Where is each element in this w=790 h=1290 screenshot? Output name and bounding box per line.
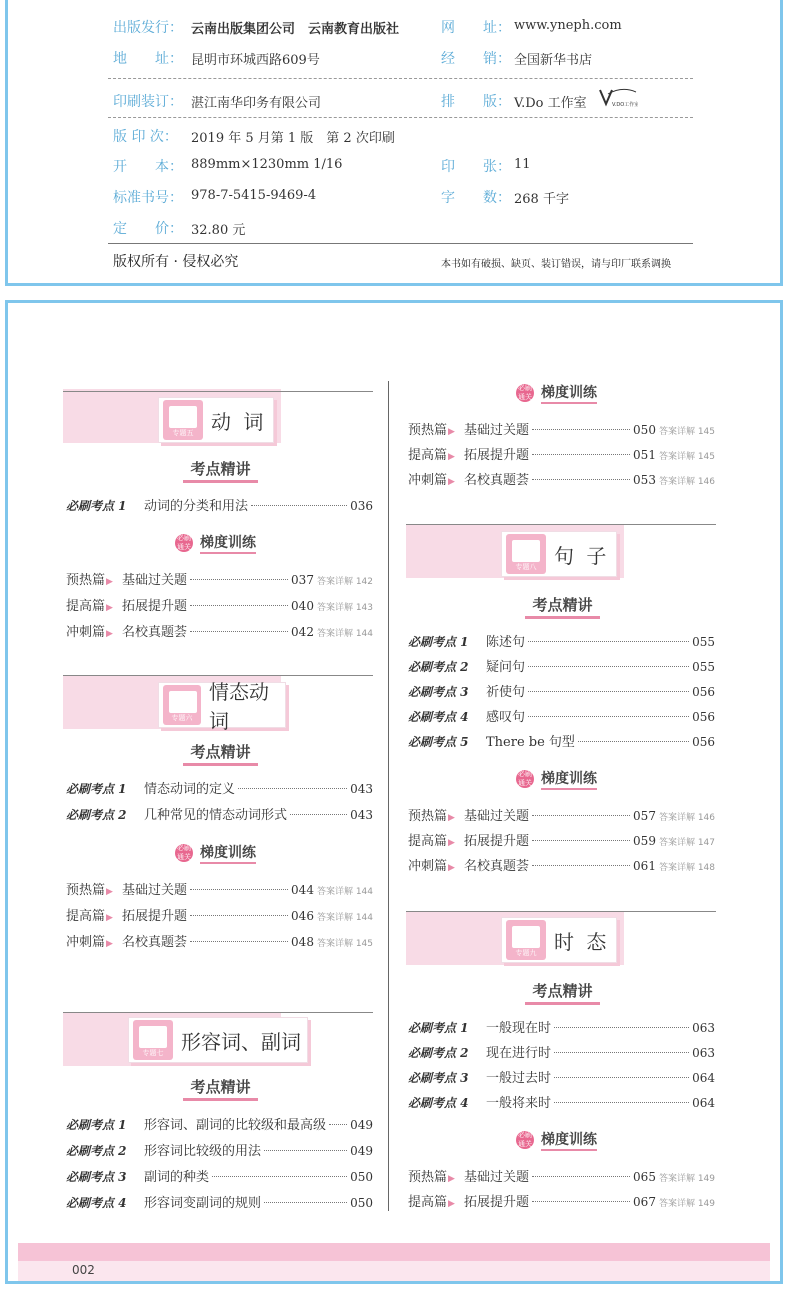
training-heading: 必刷通关 梯度训练 [516, 768, 597, 790]
triangle-icon: ▶ [106, 603, 113, 613]
key-point-entry[interactable]: 必刷考点 2 疑问句 055 [408, 660, 715, 675]
triangle-icon: ▶ [106, 939, 113, 949]
training-entry[interactable]: 预热篇 ▶ 基础过关题 050 答案详解 145 [408, 423, 715, 438]
triangle-icon: ▶ [448, 863, 455, 873]
key-point-entry[interactable]: 必刷考点 2 现在进行时 063 [408, 1046, 715, 1061]
column-divider [388, 381, 389, 1211]
key-point-entry[interactable]: 必刷考点 4 感叹句 056 [408, 710, 715, 725]
label-isbn: 标准书号： [113, 190, 183, 206]
toc-panel [5, 300, 783, 1284]
label-typesetting: 排 版： [441, 94, 511, 110]
vdo-logo [598, 86, 638, 108]
training-entry[interactable]: 提高篇 ▶ 拓展提升题 046 答案详解 144 [66, 909, 373, 924]
section-heading: 考点精讲 [183, 1076, 258, 1097]
triangle-icon: ▶ [448, 1174, 455, 1184]
value-price: 32.80 元 [191, 223, 246, 238]
key-point-entry[interactable]: 必刷考点 1 情态动词的定义 043 [66, 782, 373, 797]
label-sheets: 印 张： [441, 159, 511, 175]
topic-heading [128, 1017, 308, 1063]
value-edition: 2019 年 5 月第 1 版 第 2 次印刷 [191, 131, 395, 146]
value-publisher: 云南出版集团公司 云南教育出版社 [191, 22, 400, 37]
calendar-icon: 专题七 [133, 1020, 173, 1060]
training-heading: 必刷通关 梯度训练 [175, 842, 256, 864]
key-point-entry[interactable]: 必刷考点 1 形容词、副词的比较级和最高级 049 [66, 1118, 373, 1133]
label-edition: 版 印 次： [113, 129, 178, 145]
triangle-icon: ▶ [448, 452, 455, 462]
label-website: 网 址： [441, 20, 511, 36]
topic-rule [406, 524, 716, 525]
key-point-entry[interactable]: 必刷考点 3 一般过去时 064 [408, 1071, 715, 1086]
value-sheets: 11 [514, 157, 531, 172]
must-pass-badge-icon: 必刷通关 [518, 1131, 532, 1148]
topic-title: 动 词 [211, 409, 267, 434]
rights-text: 版权所有 · 侵权必究 [113, 254, 239, 270]
label-format: 开 本： [113, 159, 183, 175]
triangle-icon: ▶ [448, 1199, 455, 1209]
key-point-entry[interactable]: 必刷考点 4 形容词变副词的规则 050 [66, 1196, 373, 1211]
training-entry[interactable]: 提高篇 ▶ 拓展提升题 059 答案详解 147 [408, 834, 715, 849]
svg-text:V.DO工作室: V.DO工作室 [612, 102, 638, 108]
value-address: 昆明市环城西路609号 [191, 53, 320, 68]
section-heading: 考点精讲 [183, 741, 258, 762]
training-entry[interactable]: 预热篇 ▶ 基础过关题 065 答案详解 149 [408, 1170, 715, 1185]
training-entry[interactable]: 提高篇 ▶ 拓展提升题 040 答案详解 143 [66, 599, 373, 614]
footer-band-light [18, 1261, 770, 1281]
label-publisher: 出版发行： [113, 20, 183, 36]
training-heading: 必刷通关 梯度训练 [516, 382, 597, 404]
training-entry[interactable]: 冲刺篇 ▶ 名校真题荟 061 答案详解 148 [408, 859, 715, 874]
notice-text: 本书如有破损、缺页、装订错误，请与印厂联系调换 [441, 259, 671, 270]
value-distributor: 全国新华书店 [514, 53, 593, 68]
topic-heading [158, 680, 286, 733]
divider-2 [108, 117, 693, 118]
key-point-entry[interactable]: 必刷考点 2 几种常见的情态动词形式 043 [66, 808, 373, 823]
triangle-icon: ▶ [106, 913, 113, 923]
key-point-entry[interactable]: 必刷考点 4 一般将来时 064 [408, 1096, 715, 1111]
section-heading: 考点精讲 [525, 980, 600, 1001]
label-address: 地 址： [113, 51, 183, 67]
topic-title: 时 态 [554, 929, 610, 954]
must-pass-badge-icon: 必刷通关 [177, 534, 191, 551]
value-printer: 湛江南华印务有限公司 [191, 96, 322, 111]
training-entry[interactable]: 提高篇 ▶ 拓展提升题 051 答案详解 145 [408, 448, 715, 463]
triangle-icon: ▶ [106, 629, 113, 639]
training-heading: 必刷通关 梯度训练 [516, 1129, 597, 1151]
training-entry[interactable]: 预热篇 ▶ 基础过关题 057 答案详解 146 [408, 809, 715, 824]
topic-rule [63, 1012, 373, 1013]
triangle-icon: ▶ [448, 813, 455, 823]
value-website: www.yneph.com [514, 18, 622, 33]
key-point-entry[interactable]: 必刷考点 1 动词的分类和用法 036 [66, 499, 373, 514]
value-typesetting: V.Do 工作室 [514, 96, 587, 111]
topic-heading [501, 917, 617, 963]
divider-1 [108, 78, 693, 79]
triangle-icon: ▶ [106, 577, 113, 587]
section-heading: 考点精讲 [525, 594, 600, 615]
triangle-icon: ▶ [448, 477, 455, 487]
topic-heading [501, 531, 617, 577]
label-price: 定 价： [113, 221, 183, 237]
key-point-entry[interactable]: 必刷考点 3 祈使句 056 [408, 685, 715, 700]
label-wordcount: 字 数： [441, 190, 511, 206]
calendar-icon: 专题五 [163, 400, 203, 440]
topic-heading [158, 397, 274, 443]
training-heading: 必刷通关 梯度训练 [175, 532, 256, 554]
page-number: 002 [72, 1263, 95, 1277]
must-pass-badge-icon: 必刷通关 [518, 770, 532, 787]
topic-rule [63, 391, 373, 392]
training-entry[interactable]: 提高篇 ▶ 拓展提升题 067 答案详解 149 [408, 1195, 715, 1210]
triangle-icon: ▶ [106, 887, 113, 897]
section-heading: 考点精讲 [183, 458, 258, 479]
key-point-entry[interactable]: 必刷考点 5 There be 句型 056 [408, 735, 715, 750]
topic-title: 情态动词 [209, 680, 269, 733]
key-point-entry[interactable]: 必刷考点 2 形容词比较级的用法 049 [66, 1144, 373, 1159]
value-format: 889mm×1230mm 1/16 [191, 157, 343, 172]
training-entry[interactable]: 预热篇 ▶ 基础过关题 037 答案详解 142 [66, 573, 373, 588]
training-entry[interactable]: 冲刺篇 ▶ 名校真题荟 053 答案详解 146 [408, 473, 715, 488]
key-point-entry[interactable]: 必刷考点 1 一般现在时 063 [408, 1021, 715, 1036]
must-pass-badge-icon: 必刷通关 [177, 844, 191, 861]
label-distributor: 经 销： [441, 51, 511, 67]
topic-rule [406, 911, 716, 912]
footer-band [18, 1243, 770, 1261]
calendar-icon: 专题六 [163, 685, 201, 725]
divider-3 [108, 243, 693, 244]
must-pass-badge-icon: 必刷通关 [518, 384, 532, 401]
copyright-panel [5, 0, 783, 286]
key-point-entry[interactable]: 必刷考点 3 副词的种类 050 [66, 1170, 373, 1185]
calendar-icon: 专题八 [506, 534, 546, 574]
topic-title: 形容词、副词 [181, 1029, 301, 1054]
training-entry[interactable]: 冲刺篇 ▶ 名校真题荟 048 答案详解 145 [66, 935, 373, 950]
training-entry[interactable]: 预热篇 ▶ 基础过关题 044 答案详解 144 [66, 883, 373, 898]
calendar-icon: 专题九 [506, 920, 546, 960]
value-wordcount: 268 千字 [514, 192, 569, 207]
topic-title: 句 子 [554, 543, 610, 568]
triangle-icon: ▶ [448, 838, 455, 848]
triangle-icon: ▶ [448, 427, 455, 437]
key-point-entry[interactable]: 必刷考点 1 陈述句 055 [408, 635, 715, 650]
label-printer: 印刷装订： [113, 94, 183, 110]
training-entry[interactable]: 冲刺篇 ▶ 名校真题荟 042 答案详解 144 [66, 625, 373, 640]
value-isbn: 978-7-5415-9469-4 [191, 188, 317, 203]
